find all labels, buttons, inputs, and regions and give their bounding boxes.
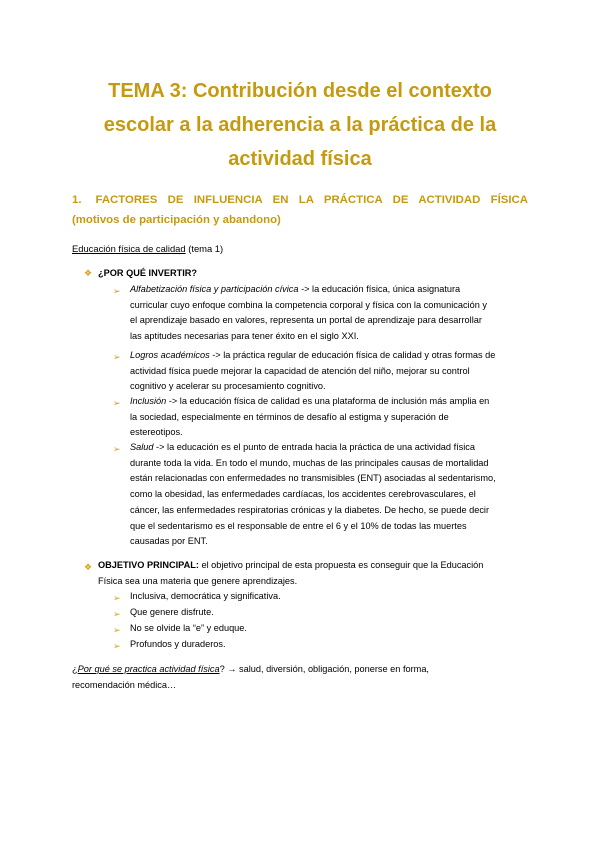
- why-item-2-line-3: cognitivo y acelerar su procesamiento cognitivo.: [130, 381, 326, 392]
- title-line-2: escolar a la adherencia a la práctica de la: [103, 114, 497, 136]
- why-item-3: [130, 394, 528, 441]
- objective-paragraph: [98, 558, 528, 589]
- why-item-1-line-4: las aptitudes necesarias para tener éxito en el siglo XXI.: [130, 331, 359, 342]
- why-item-4-line-7: causadas por ENT.: [130, 536, 208, 547]
- arrow-bullet-icon: ➢: [113, 398, 121, 408]
- title-line-1: TEMA 3: Contribución desde el contexto: [108, 80, 492, 102]
- objective-line-1: el objetivo principal de esta propuesta es conseguir que la Educación: [198, 560, 484, 570]
- objective-heading: OBJETIVO PRINCIPAL:: [98, 560, 199, 570]
- why-item-4-line-5: cáncer, las enfermedades respiratorias crónicas y la diabetes. De hecho, se puede decir: [130, 504, 490, 515]
- why-item-3-line-2: la sociedad, especialmente en términos de desafío al estigma y superación de: [130, 411, 449, 422]
- why-item-2-term: Logros académicos: [130, 350, 210, 360]
- closing-line-1-rest: ? → salud, diversión, obligación, ponerse en forma,: [219, 664, 429, 674]
- why-item-4-line-3: están relacionadas con enfermedades no transmisibles (ENT) asociadas al sedentarismo,: [130, 473, 496, 484]
- arrow-bullet-icon: ➢: [113, 444, 121, 454]
- why-heading: ¿POR QUÉ INVERTIR?: [98, 268, 198, 278]
- objective-item-4: Profundos y duraderos.: [130, 639, 226, 649]
- why-item-2-line-2: actividad física puede mejorar la capacidad de atención del niño, mejorar su control: [130, 365, 470, 376]
- objective-line-2: Física sea una materia que genere aprendizajes.: [98, 575, 298, 586]
- why-item-4-term: Salud: [130, 442, 154, 452]
- why-item-3-term: Inclusión: [130, 396, 167, 406]
- why-item-1-line-1: -> la educación física, única asignatura: [298, 284, 461, 294]
- diamond-bullet-icon: ❖: [84, 268, 93, 278]
- diamond-bullet-icon: ❖: [84, 562, 93, 572]
- why-item-4: [130, 440, 528, 550]
- why-item-1-line-3: el aprendizaje basado en valores, representa un portal de aprendizaje para desarrollar: [130, 315, 482, 326]
- objective-item-1: Inclusiva, democrática y significativa.: [130, 591, 281, 601]
- arrow-bullet-icon: ➢: [113, 286, 121, 296]
- section-heading: [72, 190, 528, 230]
- document-title: [70, 74, 530, 176]
- why-item-4-line-6: que el sedentarismo es el responsable de entre el 6 y el 10% de todas las muertes: [130, 520, 467, 531]
- why-item-1-term: Alfabetización física y participación cívica: [130, 284, 299, 294]
- why-item-3-line-3: estereotipos.: [130, 427, 183, 438]
- closing-question: Por qué se practica actividad física: [77, 664, 220, 674]
- subheading-underlined: Educación física de calidad: [72, 243, 186, 254]
- objective-item-2: Que genere disfrute.: [130, 607, 214, 617]
- why-item-2-line-1: -> la práctica regular de educación física de calidad y otras formas de: [209, 350, 496, 360]
- arrow-bullet-icon: ➢: [113, 625, 121, 635]
- closing-prefix: ¿: [72, 664, 78, 674]
- subheading: [72, 243, 223, 254]
- title-line-3: actividad física: [228, 148, 372, 170]
- why-item-4-line-1: -> la educación es el punto de entrada hacia la práctica de una actividad física: [153, 442, 476, 452]
- why-item-1: [130, 282, 528, 345]
- arrow-bullet-icon: ➢: [113, 593, 121, 603]
- arrow-bullet-icon: ➢: [113, 609, 121, 619]
- closing-line-2: recomendación médica…: [72, 679, 177, 690]
- section-title-line-2: (motivos de participación y abandono): [72, 214, 281, 226]
- closing-paragraph: [72, 662, 528, 693]
- subheading-rest: (tema 1): [185, 243, 224, 254]
- arrow-bullet-icon: ➢: [113, 641, 121, 651]
- objective-item-3: No se olvide la “e” y eduque.: [130, 623, 247, 633]
- section-title-line-1: FACTORES DE INFLUENCIA EN LA PRÁCTICA DE ACTIVIDAD FÍSICA: [95, 194, 528, 206]
- why-item-2: [130, 348, 528, 395]
- why-item-3-line-1: -> la educación física de calidad es una plataforma de inclusión más amplia en: [166, 396, 490, 406]
- why-item-4-line-2: durante toda la vida. En todo el mundo, muchas de las principales causas de mortalidad: [130, 457, 489, 468]
- section-number: 1.: [72, 194, 82, 206]
- arrow-bullet-icon: ➢: [113, 352, 121, 362]
- why-item-1-line-2: curricular cuyo enfoque combina la competencia corporal y física con la comunicación y: [130, 299, 487, 310]
- why-item-4-line-4: como la obesidad, las enfermedades cardíacas, los accidentes cerebrovasculares, el: [130, 489, 476, 500]
